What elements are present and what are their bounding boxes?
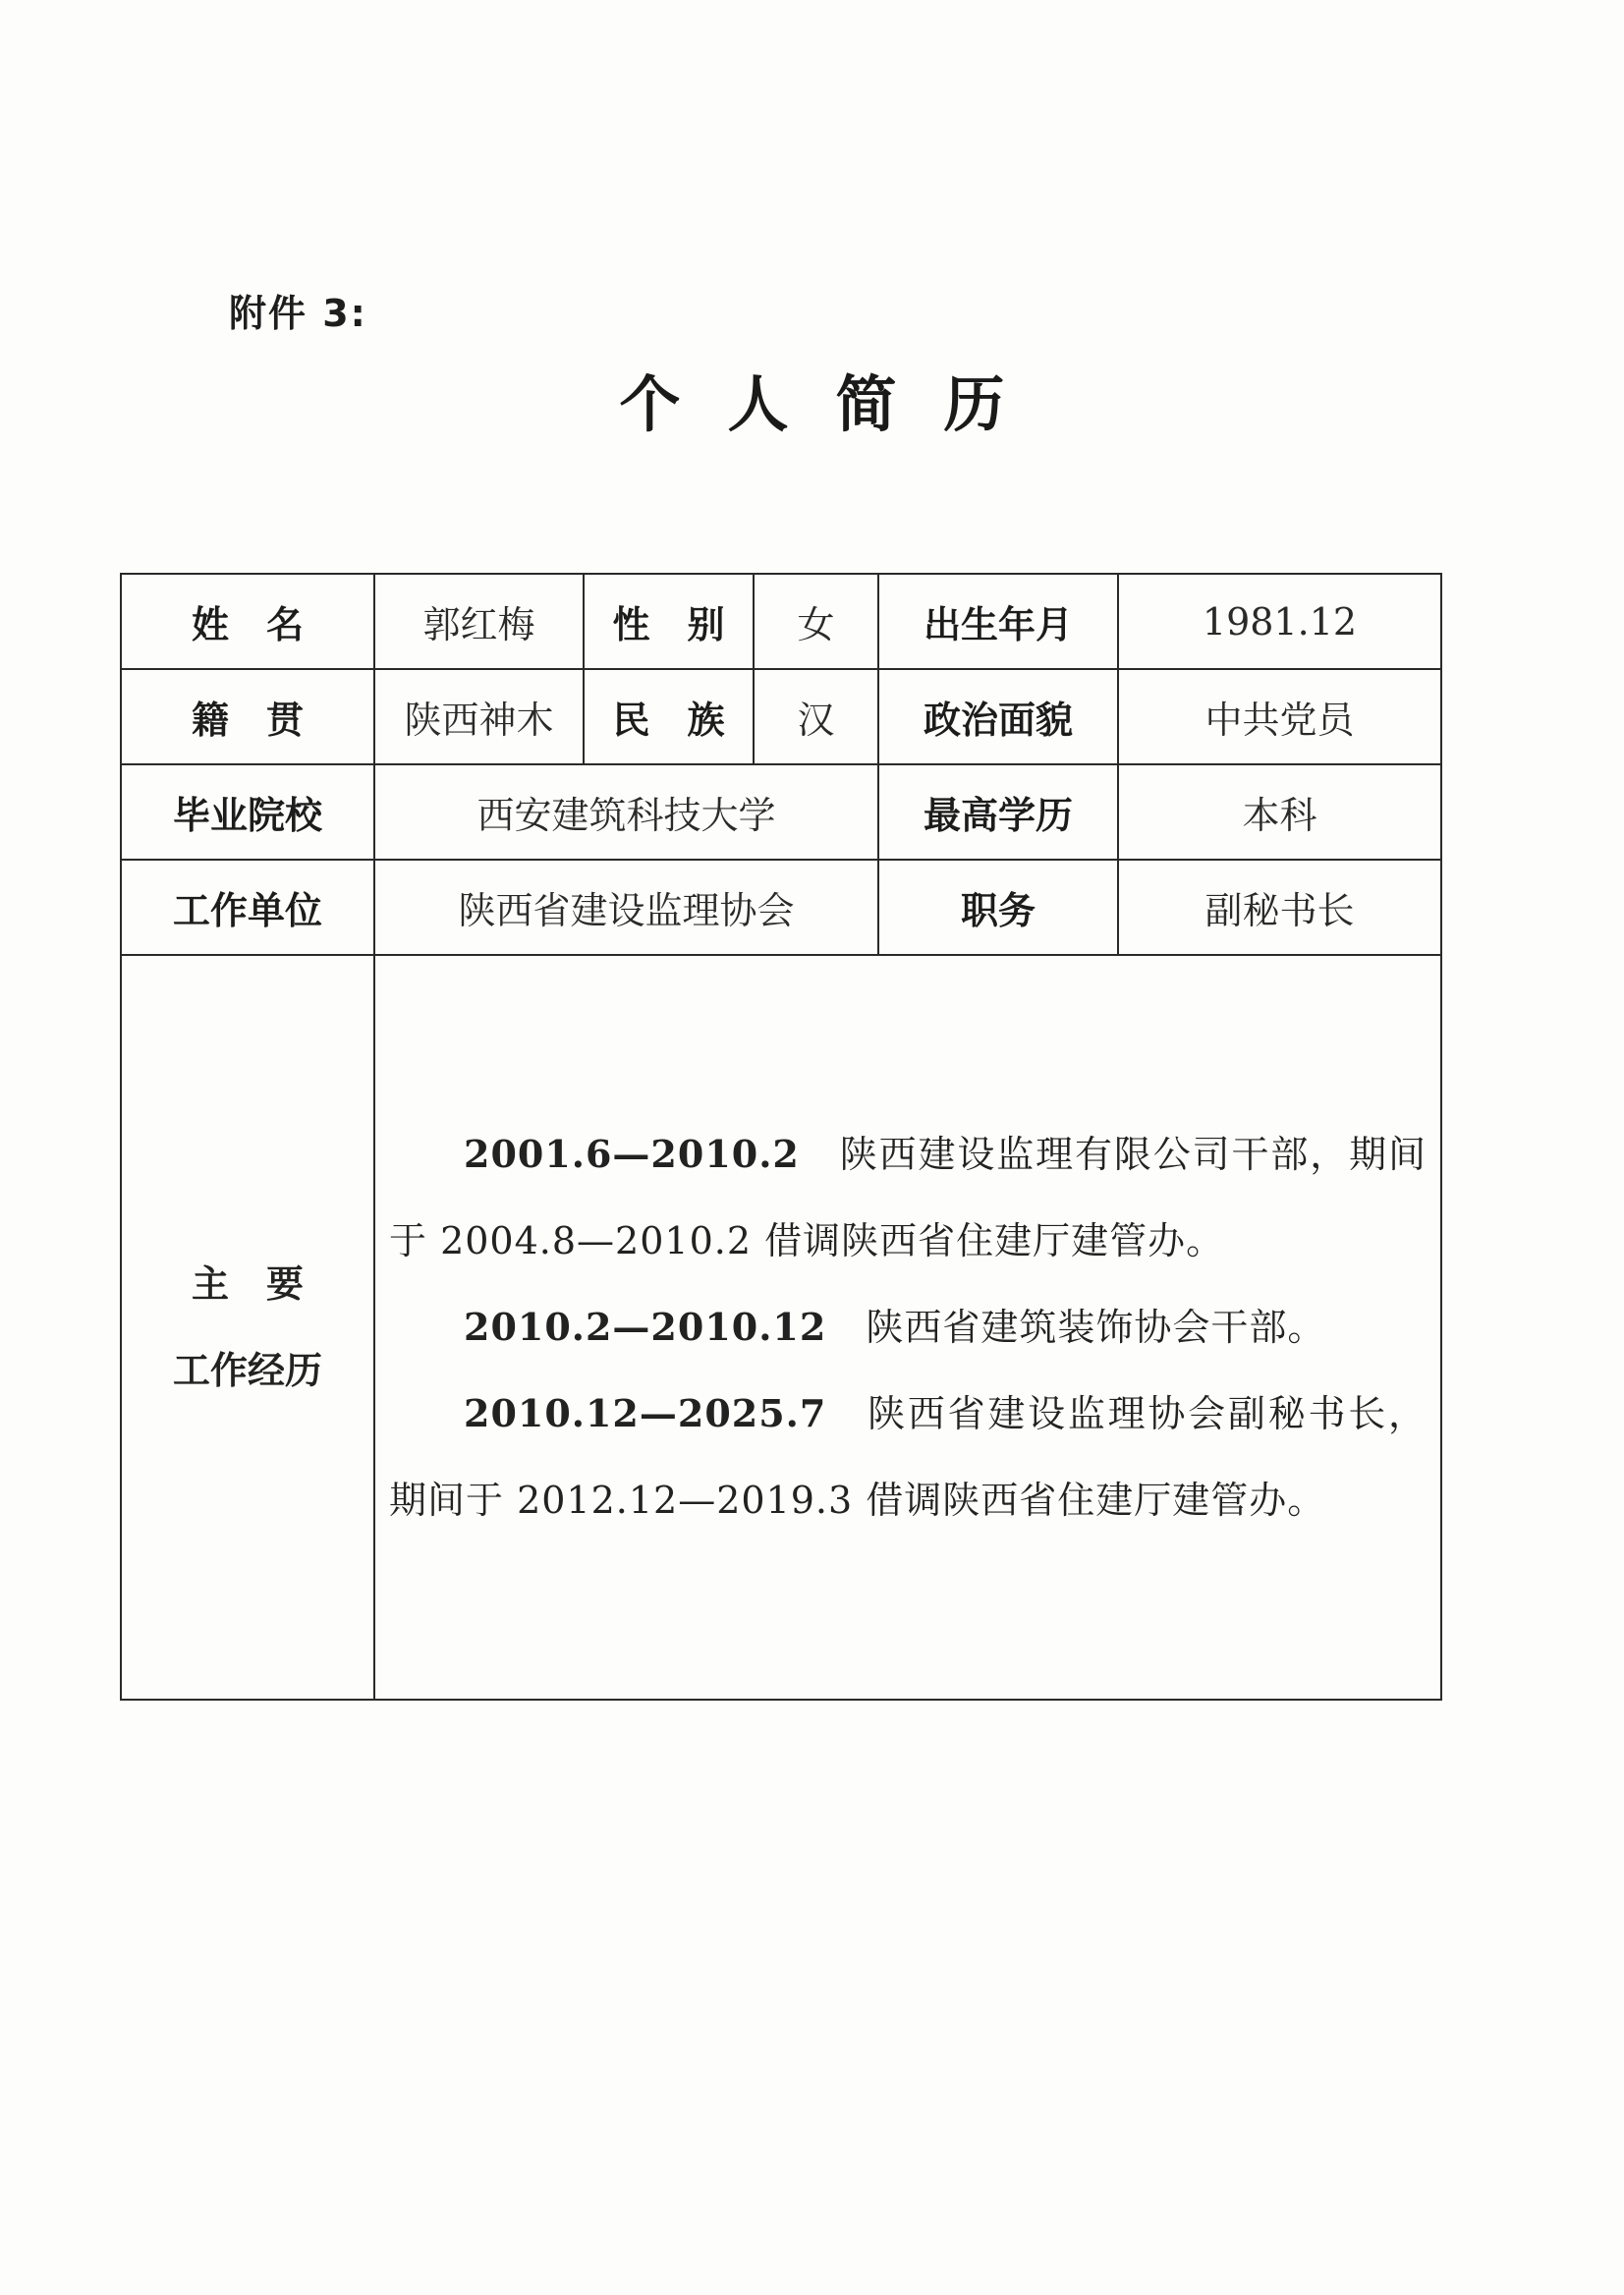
title-char: 个: [619, 368, 681, 440]
table-row: [121, 669, 1441, 764]
name-label: 姓 名: [121, 574, 374, 669]
experience-body: [374, 955, 1441, 1700]
page-title: [0, 356, 1624, 443]
native-place-value: 陕西神木: [374, 669, 584, 764]
resume-table: [120, 573, 1442, 1701]
political-status-label: 政治面貌: [878, 669, 1118, 764]
table-row: [121, 860, 1441, 955]
school-label: 毕业院校: [121, 764, 374, 860]
gender-label: 性 别: [584, 574, 754, 669]
attachment-label: 附件 3:: [229, 292, 367, 335]
political-status-value: 中共党员: [1118, 669, 1441, 764]
gender-value: 女: [754, 574, 878, 669]
position-value: 副秘书长: [1118, 860, 1441, 955]
experience-period: 2001.6—2010.2: [464, 1132, 800, 1176]
experience-text: 陕西建设监理有限公司干部，期间于 2004.8—2010.2 借调陕西省住建厅建管办。: [389, 1133, 1427, 1262]
experience-period: 2010.2—2010.12: [464, 1305, 827, 1349]
experience-entry: [389, 1371, 1427, 1543]
title-char: 历: [943, 368, 1005, 440]
position-label: 职务: [878, 860, 1118, 955]
experience-row: [121, 955, 1441, 1700]
experience-label-line: 工作经历: [172, 1349, 322, 1392]
birth-value: 1981.12: [1118, 574, 1441, 669]
employer-label: 工作单位: [121, 860, 374, 955]
employer-value: 陕西省建设监理协会: [374, 860, 878, 955]
table-row: [121, 764, 1441, 860]
experience-entry: [389, 1284, 1427, 1371]
table-row: [121, 574, 1441, 669]
ethnicity-label: 民 族: [584, 669, 754, 764]
education-label: 最高学历: [878, 764, 1118, 860]
school-value: 西安建筑科技大学: [374, 764, 878, 860]
title-char: 简: [835, 368, 897, 440]
birth-label: 出生年月: [878, 574, 1118, 669]
title-char: 人: [727, 368, 789, 440]
experience-label-line: 主 要: [191, 1262, 304, 1306]
ethnicity-value: 汉: [754, 669, 878, 764]
experience-period: 2010.12—2025.7: [464, 1391, 827, 1435]
experience-entry: [389, 1111, 1427, 1284]
name-value: 郭红梅: [374, 574, 584, 669]
native-place-label: 籍 贯: [121, 669, 374, 764]
education-value: 本科: [1118, 764, 1441, 860]
experience-text: 陕西省建设监理协会副秘书长，期间于 2012.12—2019.3 借调陕西省住建厅建管办。: [389, 1392, 1427, 1522]
experience-label: [121, 955, 374, 1700]
experience-text: 陕西省建筑装饰协会干部。: [866, 1306, 1326, 1349]
